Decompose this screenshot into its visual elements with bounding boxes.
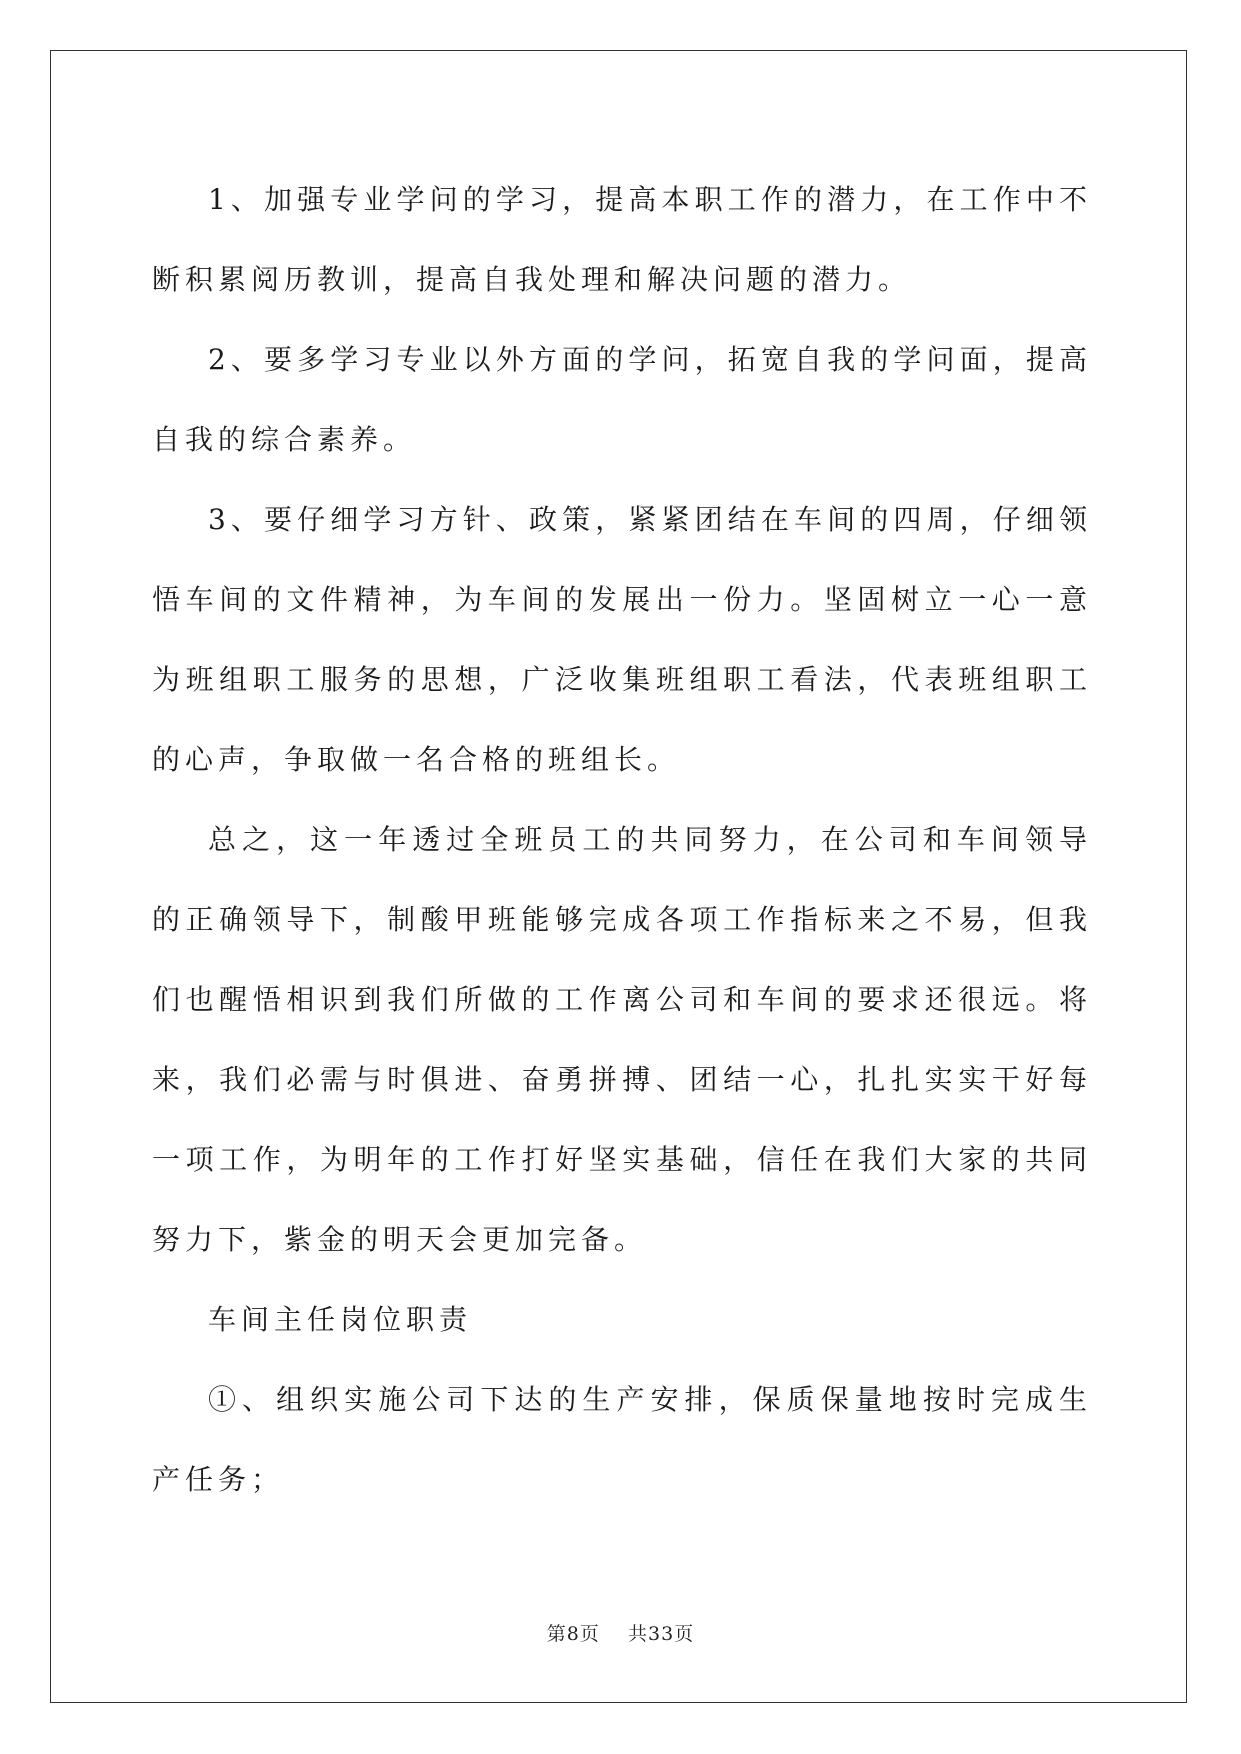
paragraph-2: 2、要多学习专业以外方面的学问，拓宽自我的学问面，提高自我的综合素养。 — [152, 343, 1092, 456]
paragraph-1: 1、加强专业学问的学习，提高本职工作的潜力，在工作中不断积累阅历教训，提高自我处理和解决问题的潜力。 — [152, 183, 1092, 296]
paragraph-4: 总之，这一年透过全班员工的共同努力，在公司和车间领导的正确领导下，制酸甲班能够完成各项工作指标来之不易，但我们也醒悟相识到我们所做的工作离公司和车间的要求还很远。将来，我们必需与时俱进、奋勇拼搏、团结一心，扎扎实实干好每一项工作，为明年的工作打好坚实基础，信任在我们大家的共同努力下，紫金的明天会更加完备。 — [152, 823, 1092, 1256]
page-footer — [0, 1619, 1241, 1646]
document-body — [152, 160, 1092, 1520]
paragraph-5: ①、组织实施公司下达的生产安排，保质保量地按时完成生产任务； — [152, 1383, 1092, 1496]
page-number: 第8页 — [546, 1623, 600, 1645]
paragraph-3: 3、要仔细学习方针、政策，紧紧团结在车间的四周，仔细领悟车间的文件精神，为车间的发展出一份力。坚固树立一心一意为班组职工服务的思想，广泛收集班组职工看法，代表班组职工的心声，争取做一名合格的班组长。 — [152, 503, 1092, 776]
page-total: 共33页 — [628, 1623, 695, 1645]
section-heading: 车间主任岗位职责 — [208, 1303, 473, 1336]
